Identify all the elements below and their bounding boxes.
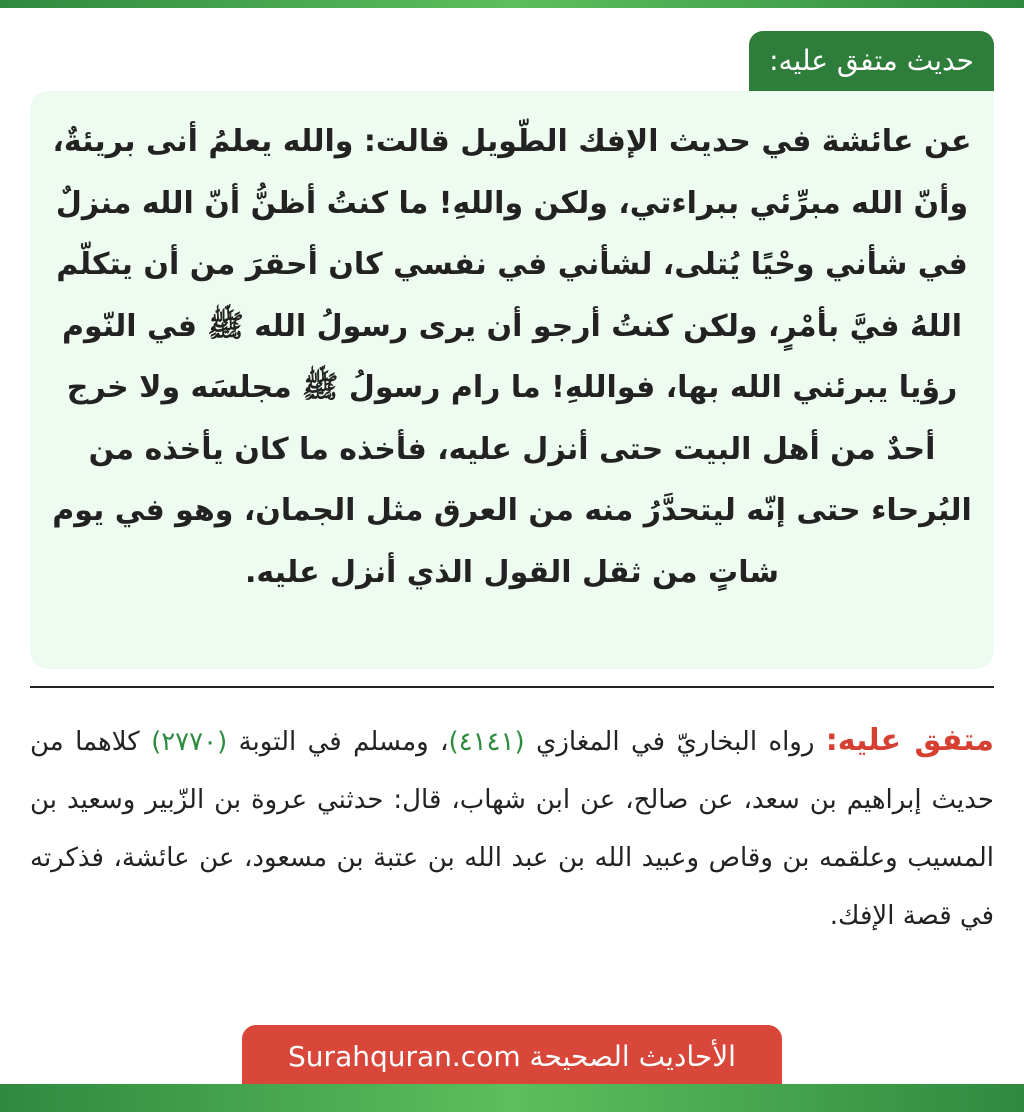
takhrij-text-part-2: ، ومسلم في التوبة xyxy=(227,727,449,757)
takhrij-label: متفق عليه: xyxy=(825,723,994,758)
divider-line xyxy=(30,686,994,688)
bukhari-hadith-number: (٤١٤١) xyxy=(448,727,525,757)
hadith-text: عن عائشة في حديث الإفك الطّويل قالت: والله يعلمُ أنى بريئةٌ، وأنّ الله مبرِّئي ببراءتي، ولكن واللهِ! ما كنتُ أظنُّ أنّ الله منزلٌ في شأني وحْيًا يُتلى، لشأني في نفسي كان أحقرَ من أن يتكلّم اللهُ فيَّ بأمْرٍ، ولكن كنتُ أرجو أن يرى رسولُ الله ﷺ في النّوم رؤيا يبرئني الله بها، فواللهِ! ما رام رسولُ ﷺ مجلسَه ولا خرج أحدٌ من أهل البيت حتى أنزل عليه، فأخذه ما كان يأخذه من البُرحاء حتى إنّه ليتحدَّرُ منه من العرق مثل الجمان، وهو في يوم شاتٍ من ثقل القول الذي أنزل عليه. xyxy=(52,124,972,590)
takhrij-paragraph xyxy=(30,712,994,945)
hadith-text-box xyxy=(30,91,994,669)
takhrij-text-part-1: رواه البخاريّ في المغازي xyxy=(524,727,826,757)
muslim-hadith-number: (٢٧٧٠) xyxy=(151,727,228,757)
takhrij-text-part-3: كلاهما من حديث إبراهيم بن سعد، عن صالح، عن ابن شهاب، قال: حدثني عروة بن الزّبير وسعيد بن المسيب وعلقمه بن وقاص وعبيد الله بن عبد الله بن عتبة بن مسعود، عن عائشة، فذكرته في قصة الإفك. xyxy=(30,727,994,931)
hadith-type-badge: حديث متفق عليه: xyxy=(749,31,994,91)
site-badge: الأحاديث الصحيحة Surahquran.com xyxy=(242,1025,782,1086)
bottom-accent-bar xyxy=(0,1084,1024,1112)
top-accent-bar xyxy=(0,0,1024,8)
